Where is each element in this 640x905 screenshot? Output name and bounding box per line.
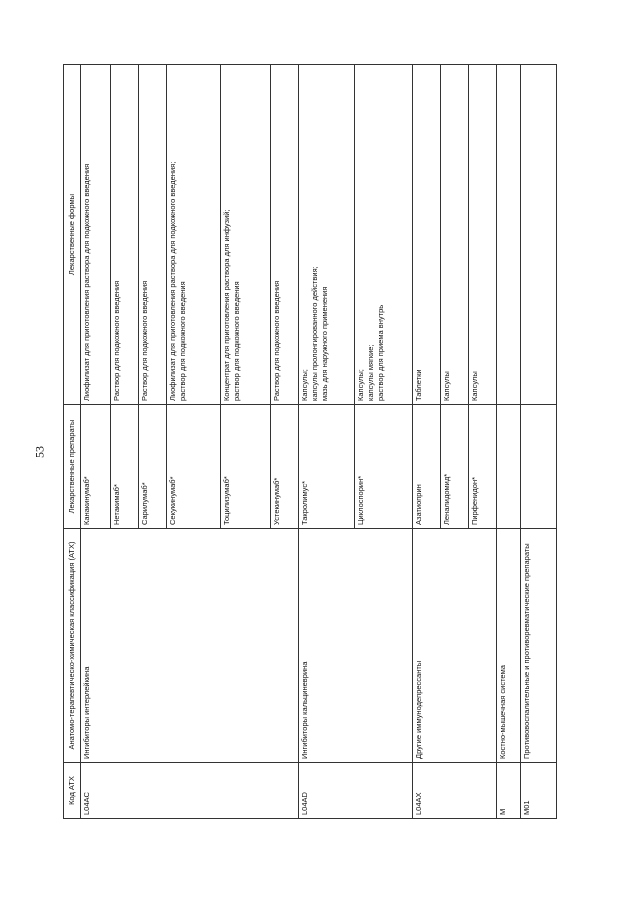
drug-name-cell: Нетакимаб* xyxy=(111,405,139,529)
dosage-form-cell xyxy=(139,65,167,405)
atc-class-cell: Другие иммунодепрессанты xyxy=(413,529,497,763)
dosage-form-line: Раствор для подкожного введения xyxy=(140,280,149,401)
dosage-form-line: Таблетки xyxy=(414,369,423,401)
drug-name-cell: Сарилумаб* xyxy=(139,405,167,529)
dosage-form-cell xyxy=(167,65,221,405)
drug-name-cell: Канакинумаб* xyxy=(81,405,111,529)
drug-name-cell: Азатиоприн xyxy=(413,405,441,529)
header-code: Код АТХ xyxy=(64,763,81,819)
drug-name-cell: Циклоспорин* xyxy=(355,405,413,529)
table-body xyxy=(81,65,557,819)
dosage-form-line: мазь для наружного применения xyxy=(320,286,330,401)
atc-class-cell: Ингибиторы кальциневрина xyxy=(299,529,413,763)
drug-name-cell: Леналидомид* xyxy=(441,405,469,529)
table-header-row xyxy=(64,65,81,819)
atc-code-cell: M xyxy=(497,763,521,819)
page-number: 53 xyxy=(32,446,47,458)
dosage-form-line: Капсулы; xyxy=(300,369,309,401)
dosage-form-line: Лиофилизат для приготовления раствора для подкожного введения xyxy=(82,163,91,401)
drug-table xyxy=(63,64,557,819)
dosage-form-line: раствор для приема внутрь xyxy=(376,304,386,401)
dosage-form-cell xyxy=(81,65,111,405)
atc-code-cell: L04AC xyxy=(81,763,299,819)
dosage-form-cell xyxy=(469,65,497,405)
atc-class-cell: Противовоспалительные и противоревматические препараты xyxy=(521,529,557,763)
dosage-form-cell xyxy=(441,65,469,405)
dosage-form-cell xyxy=(521,65,557,405)
dosage-form-line: Концентрат для приготовления раствора для инфузий; xyxy=(222,209,231,401)
atc-code-cell: L04AD xyxy=(299,763,413,819)
drug-name-cell: Тоцилизумаб* xyxy=(221,405,271,529)
drug-name-cell: Пирфенидон* xyxy=(469,405,497,529)
dosage-form-line: Лиофилизат для приготовления раствора для подкожного введения; xyxy=(168,161,177,401)
header-form: Лекарственные формы xyxy=(64,65,81,405)
dosage-form-line: Раствор для подкожного введения xyxy=(112,280,121,401)
dosage-form-line: капсулы пролонгированного действия; xyxy=(310,266,320,401)
header-class: Анатомо-терапевтическо-химическая классификация (АТХ) xyxy=(64,529,81,763)
dosage-form-line: раствор для подкожного введения xyxy=(232,281,242,401)
dosage-form-cell xyxy=(271,65,299,405)
table-row xyxy=(413,65,441,819)
atc-class-cell: Ингибиторы интерлейкина xyxy=(81,529,299,763)
drug-name-cell: Такролимус* xyxy=(299,405,355,529)
drug-name-cell xyxy=(497,405,521,529)
dosage-form-line: Капсулы xyxy=(470,371,479,401)
atc-code-cell: L04AX xyxy=(413,763,497,819)
drug-name-cell xyxy=(521,405,557,529)
dosage-form-line: капсулы мягкие; xyxy=(366,344,376,401)
dosage-form-cell xyxy=(413,65,441,405)
drug-name-cell: Устекинумаб* xyxy=(271,405,299,529)
dosage-form-cell xyxy=(221,65,271,405)
dosage-form-cell xyxy=(355,65,413,405)
drug-name-cell: Секукинумаб* xyxy=(167,405,221,529)
dosage-form-cell xyxy=(111,65,139,405)
dosage-form-line: Капсулы xyxy=(442,371,451,401)
dosage-form-line: Раствор для подкожного введения xyxy=(272,280,281,401)
dosage-form-cell xyxy=(497,65,521,405)
dosage-form-line: раствор для подкожного введения xyxy=(178,281,188,401)
table-row xyxy=(521,65,557,819)
table-row xyxy=(299,65,355,819)
dosage-form-cell xyxy=(299,65,355,405)
table-row xyxy=(497,65,521,819)
header-drug: Лекарственные препараты xyxy=(64,405,81,529)
atc-class-cell: Костно-мышечная система xyxy=(497,529,521,763)
dosage-form-line: Капсулы; xyxy=(356,369,365,401)
atc-code-cell: M01 xyxy=(521,763,557,819)
table-row xyxy=(81,65,111,819)
